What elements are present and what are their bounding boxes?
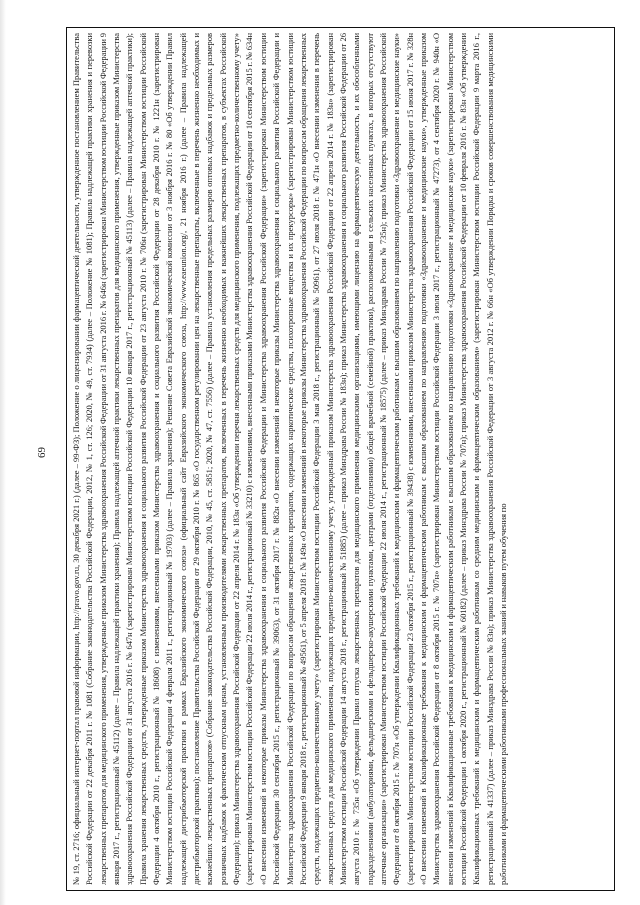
text-frame [66,27,615,891]
page-number: 69 [36,447,48,458]
body-text: № 19, ст. 2716; официальный интернет-портал правовой информации, http://pravo.gov.ru, 30 декабря 2021 г.) (далее – 99-ФЗ); Положение о лицензировании фармацевтической деятельности, утвержденное постановлением Правительства Российской Федерации от 22 декабря 2011 г. № 1081 (Собрание законодательства Российской Федерации, 2012, № 1, ст. 126; 2020, № 49, ст. 7934) (далее – Положение № 1081); Правила надлежащей практики хранения и перевозки лекарственных препаратов для медицинского применения, утвержденные приказом Министерства здравоохранения Российской Федерации от 31 августа 2016 г. № 646н (зарегистрирован Министерством юстиции Российской Федерации 9 января 2017 г., регистрационный № 45112) (далее – Правила надлежащей практики хранения); Правила надлежащей аптечной практики лекарственных препаратов для медицинского применения, утвержденные приказом Министерства здравоохранения Российской Федерации от 31 августа 2016 г. № 647н (зарегистрирован Министерством юстиции Российской Федерации 10 января 2017 г., регистрационный № 45113) (далее – Правила надлежащей аптечной практики); Правила хранения лекарственных средств, утвержденные приказом Министерства здравоохранения и социального развития Российской Федерации от 23 августа 2010 г. № 706н (зарегистрирован Министерством юстиции Российской Федерации 4 октября 2010 г., регистрационный № 18608) с изменениями, внесенными приказом Министерства здравоохранения и социального развития Российской Федерации от 28 декабря 2010 г. № 1221н (зарегистрирован Министерством юстиции Российской Федерации 4 февраля 2011 г., регистрационный № 19703) (далее – Правила хранения); Решение Совета Евразийской экономической комиссии от 3 ноября 2016 г. № 80 «Об утверждении Правил надлежащей дистрибьюторской практики в рамках Евразийского экономического союза» (официальный сайт Евразийского экономического союза, http://www.eaeunion.org/, 21 ноября 2016 г.) (далее – Правила надлежащей дистрибьюторской практики); постановление Правительства Российской Федерации от 29 октября 2010 г. № 865 «О государственном регулировании цен на лекарственные препараты, включенные в перечень жизненно необходимых и важнейших лекарственных препаратов» (Собрание законодательства Российской Федерации, 2010, № 45, ст. 5851; 2020, № 47, ст. 7556) (далее – Правила установления предельных размеров оптовых надбавок и предельных размеров розничных надбавок к фактическим отпускным ценам, установленным производителями лекарственных препаратов, включенных в перечень жизненно необходимых и важнейших лекарственных препаратов, в субъектах Российской Федерации); приказ Министерства здравоохранения Российской Федерации от 22 апреля 2014 г. № 183н «Об утверждении перечня лекарственных средств для медицинского применения, подлежащих предметно-количественному учету» (зарегистрирован Министерством юстиции Российской Федерации 22 июля 2014 г., регистрационный № 33210) с изменениями, внесенными приказами Министерства здравоохранения Российской Федерации от 10 сентября 2015 г. № 634н «О внесении изменений в некоторые приказы Министерства здравоохранения и социального развития Российской Федерации и Министерства здравоохранения Российской Федерации» (зарегистрирован Министерством юстиции Российской Федерации 30 сентября 2015 г., регистрационный № 39063), от 31 октября 2017 г. № 882н «О внесении изменений в некоторые приказы Министерства здравоохранения и социального развития Российской Федерации и Министерства здравоохранения Российской Федерации по вопросам обращения лекарственных препаратов, содержащих наркотические средства, психотропные вещества и их прекурсоры» (зарегистрирован Министерством юстиции Российской Федерации 9 января 2018 г., регистрационный № 49561), от 5 апреля 2018 г. № 149н «О внесении изменений в некоторые приказы Министерства здравоохранения Российской Федерации по вопросам обращения лекарственных средств, подлежащих предметно-количественному учету» (зарегистрирован Министерством юстиции Российской Федерации 3 мая 2018 г., регистрационный № 50961), от 27 июля 2018 г. № 471н «О внесении изменения в перечень лекарственных средств для медицинского применения, подлежащих предметно-количественному учету, утвержденный приказом Министерства здравоохранения Российской Федерации от 22 апреля 2014 г. № 183н» (зарегистрирован Министерством юстиции Российской Федерации 14 августа 2018 г., регистрационный № 51885) (далее – приказ Минздрава России № 183н); приказ Министерства здравоохранения и социального развития Российской Федерации от 26 августа 2010 г. № 735н «Об утверждении Правил отпуска лекарственных препаратов для медицинского применения медицинскими организациями, имеющими лицензию на фармацевтическую деятельность, и их обособленными подразделениями (амбулаториями, фельдшерскими и фельдшерско-акушерскими пунктами, центрами (отделениями) общей врачебной (семейной) практики), расположенными в сельских населенных пунктах, в которых отсутствуют аптечные организации» (зарегистрирован Министерством юстиции Российской Федерации 22 июля 2014 г., регистрационный № 18575) (далее – приказ Минздрава России № 735н); приказ Министерства здравоохранения Российской Федерации от 8 октября 2015 г. № 707н «Об утверждении Квалификационных требований к медицинским и фармацевтическим работникам с высшим образованием по направлению подготовки «Здравоохранение и медицинские науки» (зарегистрирован Министерством юстиции Российской Федерации 23 октября 2015 г., регистрационный № 39438) с изменениями, внесенными приказом Министерства здравоохранения Российской Федерации от 15 июня 2017 г. № 328н «О внесении изменений в Квалификационные требования к медицинским и фармацевтическим работникам с высшим образованием по направлению подготовки «Здравоохранение и медицинские науки», утвержденные приказом Министерства здравоохранения Российской Федерации от 8 октября 2015 г. № 707н» (зарегистрирован Министерством юстиции Российской Федерации 3 июля 2017 г., регистрационный № 47273), от 4 сентября 2020 г. № 940н «О внесении изменений в Квалификационные требования к медицинским и фармацевтическим работникам с высшим образованием по направлению подготовки «Здравоохранение и медицинские науки» (зарегистрирован Министерством юстиции Российской Федерации 1 октября 2020 г., регистрационный № 60182) (далее – приказ Минздрава России № 707н); приказ Министерства здравоохранения Российской Федерации от 10 февраля 2016 г. № 83н «Об утверждении Квалификационных требований к медицинским и фармацевтическим работникам со средним медицинским и фармацевтическим образованием» (зарегистрирован Министерством юстиции Российской Федерации 9 марта 2016 г., регистрационный № 41337) (далее – приказ Минздрава России № 83н); приказ Министерства здравоохранения Российской Федерации от 3 августа 2012 г. № 66н «Об утверждении Порядка и сроков совершенствования медицинскими работниками и фармацевтическими работниками профессиональных знаний и навыков путем обучения по [71,33,508,885]
